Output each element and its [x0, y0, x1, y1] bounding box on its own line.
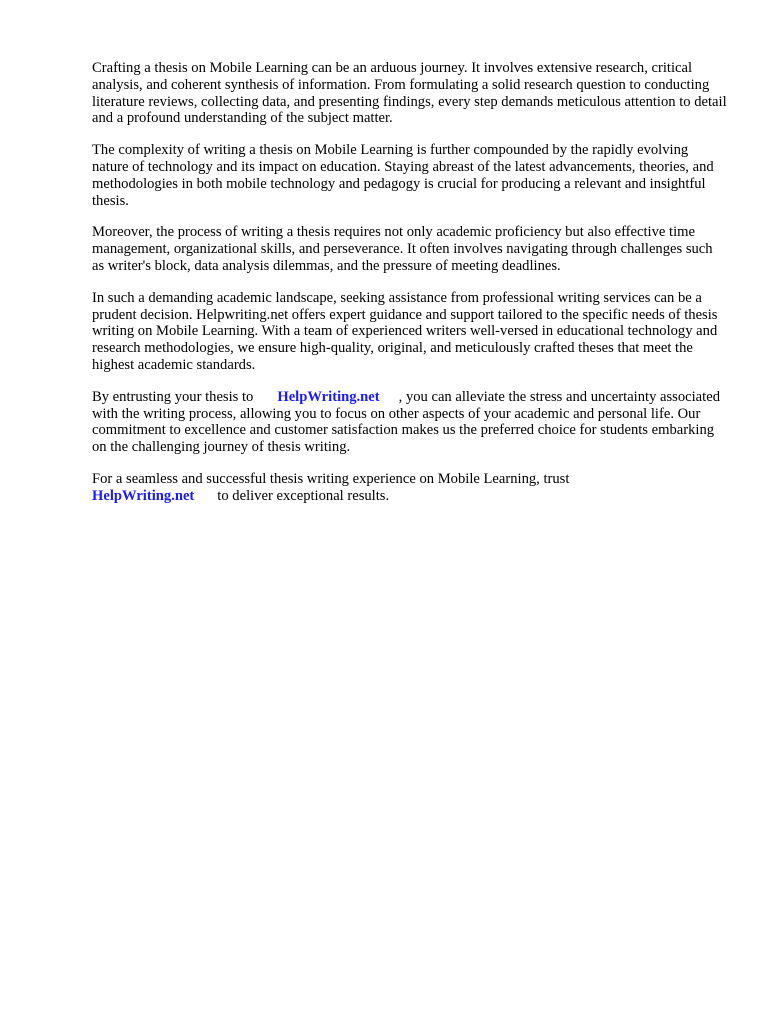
paragraph-complexity: The complexity of writing a thesis on Mobile Learning is further compounded by the rapidly evolving nature of technology and its impact on education. Staying abreast of the latest advancements, theories, and methodologies in both mobile technology and pedagogy is crucial for producing a relevant and insightful thesis. [92, 142, 714, 209]
document-body [92, 60, 728, 520]
helpwriting-link-1[interactable]: HelpWriting.net [277, 388, 380, 405]
paragraph-closing [92, 471, 728, 505]
helpwriting-link-2[interactable]: HelpWriting.net [92, 487, 195, 504]
entrusting-text-after: , you can alleviate the stress and uncertainty associated with the writing process, allowing you to focus on other aspects of your academic and personal life. Our commitment to excellence and customer satisfaction makes us the preferred choice for students embarking on the challenging journey of thesis writing. [92, 388, 720, 456]
paragraph-intro: Crafting a thesis on Mobile Learning can be an arduous journey. It involves extensive research, critical analysis, and coherent synthesis of information. From formulating a solid research question to conducting literature reviews, collecting data, and presenting findings, every step demands meticulous attention to detail and a profound understanding of the subject matter. [92, 60, 727, 127]
closing-text-after: to deliver exceptional results. [217, 487, 390, 504]
paragraph-process: Moreover, the process of writing a thesis requires not only academic proficiency but also effective time management, organizational skills, and perseverance. It often involves navigating through challenges such as writer's block, data analysis dilemmas, and the pressure of meeting deadlines. [92, 224, 713, 274]
paragraph-entrusting [92, 389, 728, 456]
paragraph-assistance: In such a demanding academic landscape, seeking assistance from professional writing services can be a prudent decision. Helpwriting.net offers expert guidance and support tailored to the specific needs of thesis writing on Mobile Learning. With a team of experienced writers well-versed in educational technology and research methodologies, we ensure high-quality, original, and meticulously crafted theses that meet the highest academic standards. [92, 289, 718, 373]
entrusting-text-before: By entrusting your thesis to [92, 388, 254, 405]
closing-text-before: For a seamless and successful thesis writing experience on Mobile Learning, trust [92, 470, 570, 487]
